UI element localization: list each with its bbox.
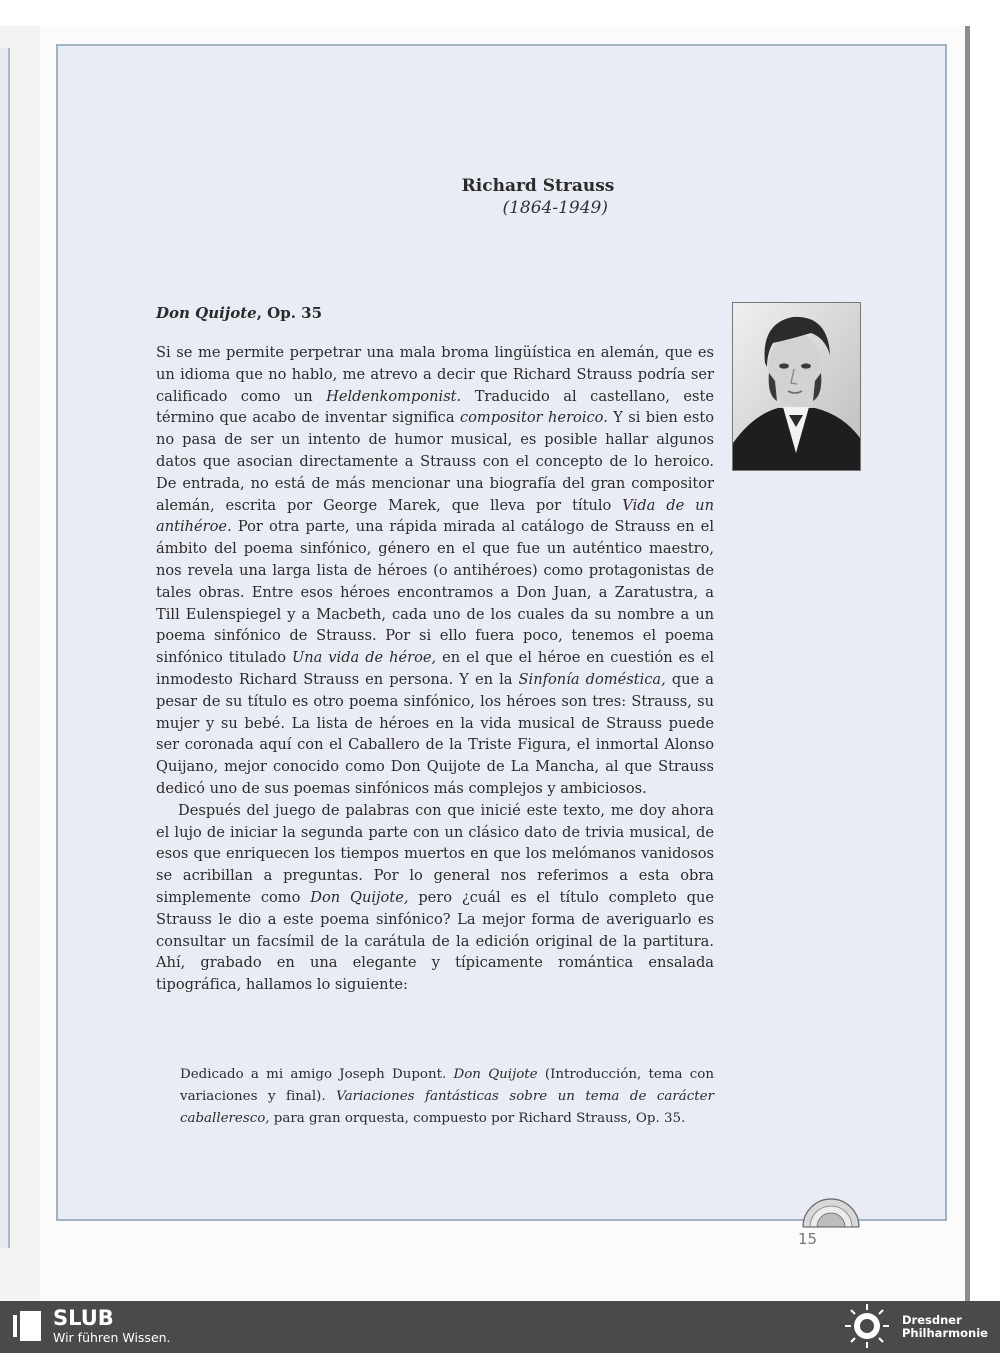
italic-phrase: Vida de un antihéroe. bbox=[156, 496, 714, 536]
page-number: 15 bbox=[798, 1230, 818, 1248]
theatre-seal-icon bbox=[801, 1192, 861, 1228]
text-run: Por otra parte, una rápida mirada al catálogo de Strauss en el ámbito del poema sinfónico, género en el que fue un auténtico maestro, nos revela una larga lista de héroes (o antihéroes) como protagonistas de tales obras. Entre esos héroes encontramos a Don Juan, a Zaratustra, a Till Eulenspiegel y a Macbeth, cada uno de los cuales da su nombre a un poema sinfónico de Strauss. Por si ello fuera poco, tenemos el poema sinfónico titulado bbox=[156, 518, 714, 667]
text-run: en el que el héroe en cuestión es el inmodesto Richard Strauss en persona. Y en la bbox=[156, 649, 714, 688]
text-run: para gran orquesta, compuesto por Richard Strauss, Op. 35. bbox=[269, 1111, 686, 1126]
work-title-italic: Don Quijote bbox=[156, 304, 257, 322]
italic-phrase: compositor heroico. bbox=[459, 409, 608, 427]
italic-phrase: Sinfonía doméstica, bbox=[518, 670, 666, 688]
work-title bbox=[156, 304, 322, 322]
scan-background bbox=[0, 0, 1000, 26]
paragraph-1 bbox=[156, 342, 714, 800]
composer-portrait bbox=[732, 302, 861, 471]
dp-line-1: Dresdner bbox=[902, 1313, 962, 1327]
title-page-quote bbox=[180, 1064, 714, 1130]
dresdner-philharmonie-logo-icon bbox=[842, 1303, 892, 1349]
text-run: Después del juego de palabras con que inicié este texto, me doy ahora el lujo de iniciar la segunda parte con un clásico dato de trivia musical, de esos que enriquecen los tiempos muertos en que los melómanos vanidosos se acribillan a preguntas. Por lo general nos referimos a esta obra simplemente como bbox=[156, 801, 714, 906]
text-run: (Introducción, tema con variaciones y final). bbox=[180, 1067, 714, 1104]
italic-phrase: Una vida de héroe, bbox=[291, 649, 437, 667]
text-run: pero ¿cuál es el título completo que Strauss le dio a este poema sinfónico? La mejor forma de averiguarlo es consultar un facsímil de la carátula de la edición original de la partitura. Ahí, grabado en una elegante y típicamente romántica ensalada tipográfica, hallamos lo siguiente: bbox=[156, 888, 714, 994]
text-run: Y si bien esto no pasa de ser un intento de humor musical, es posible hallar algunos datos que asocian directamente a Strauss con el concepto de lo heroico. De entrada, no está de más mencionar una biografía del gran compositor alemán, escrita por George Marek, que lleva por título bbox=[156, 409, 714, 514]
slub-tagline: Wir führen Wissen. bbox=[53, 1330, 171, 1345]
slub-name: SLUB bbox=[53, 1306, 114, 1330]
footer-bar bbox=[0, 1301, 1000, 1351]
dp-line-2: Philharmonie bbox=[902, 1326, 988, 1340]
italic-phrase: Variaciones fantásticas sobre un tema de carácter caballeresco, bbox=[180, 1089, 714, 1126]
work-title-opus: , Op. 35 bbox=[256, 304, 323, 322]
page-edge bbox=[965, 26, 1000, 1301]
page-frame bbox=[56, 44, 947, 1221]
composer-name: Richard Strauss bbox=[461, 176, 615, 196]
previous-page-edge bbox=[0, 26, 41, 1301]
quote-text bbox=[180, 1064, 714, 1130]
italic-phrase: Don Quijote bbox=[453, 1067, 538, 1082]
slub-logo-icon bbox=[12, 1310, 42, 1342]
text-run: Dedicado a mi amigo Joseph Dupont. bbox=[180, 1067, 454, 1082]
article-body bbox=[156, 342, 714, 996]
italic-phrase: Don Quijote, bbox=[310, 888, 409, 906]
text-run: Si se me permite perpetrar una mala broma lingüística en alemán, que es un idioma que no hablo, me atrevo a decir que Richard Strauss podría ser calificado como un bbox=[156, 344, 714, 405]
dresdner-philharmonie-name bbox=[902, 1314, 988, 1340]
document-page bbox=[40, 26, 965, 1301]
text-run: que a pesar de su título es otro poema sinfónico, los héroes son tres: Strauss, su mujer y su bebé. La lista de héroes en la vida musical de Strauss puede ser coronada aquí con el Caballero de la Triste Figura, el inmortal Alonso Quijano, mejor conocido como Don Quijote de La Mancha, al que Strauss dedicó uno de sus poemas sinfónicos más complejos y ambiciosos. bbox=[156, 670, 714, 797]
italic-phrase: Heldenkomponist. bbox=[326, 387, 462, 405]
composer-dates: (1864-1949) bbox=[502, 198, 608, 218]
text-run: Traducido al castellano, este término que acabo de inventar significa bbox=[156, 387, 714, 427]
paragraph-2 bbox=[156, 800, 714, 996]
